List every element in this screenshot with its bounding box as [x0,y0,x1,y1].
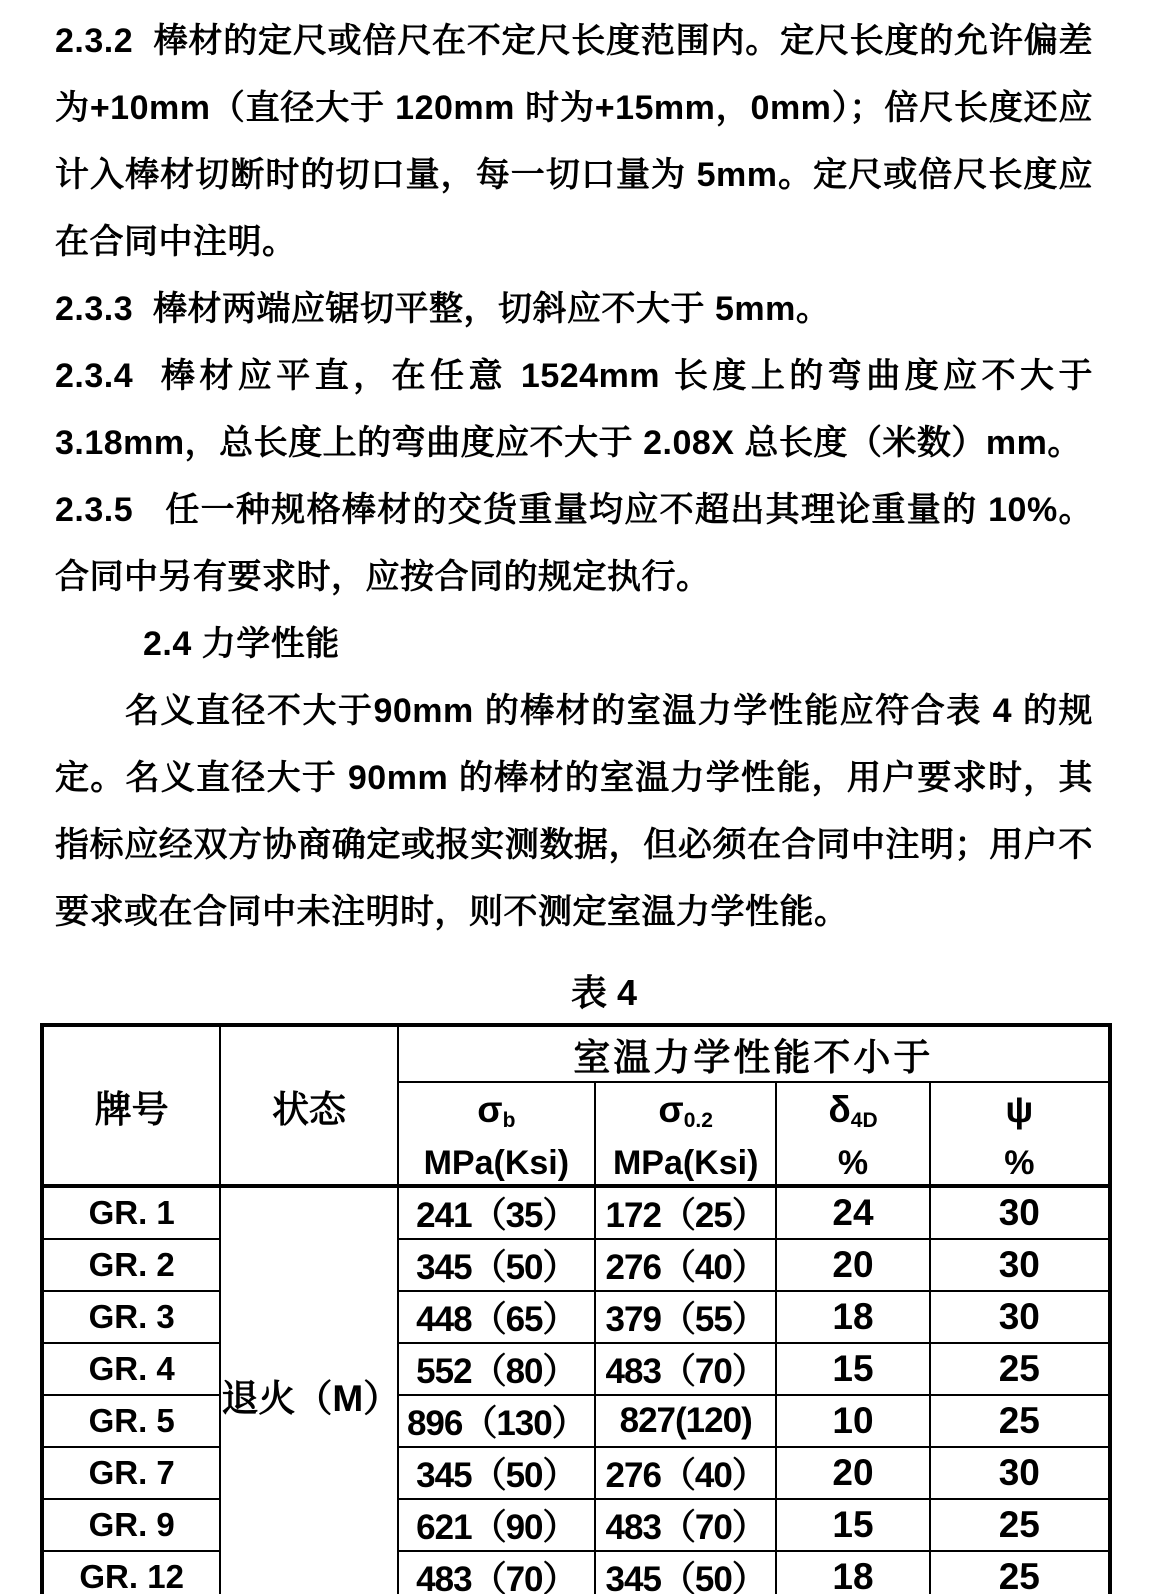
condition-cell: 退火（M） [220,1186,397,1594]
delta-symbol: δ [828,1089,851,1130]
col-header-grade: 牌号 [42,1025,220,1186]
sigma-b-unit: MPa(Ksi) [423,1144,570,1182]
col-subheader-delta-4d [776,1082,929,1186]
psi-cell: 30 [930,1186,1110,1239]
grade-cell: GR. 7 [42,1447,220,1499]
delta-4d-subscript: 4D [850,1109,878,1132]
sigma-b-symbol-line [399,1089,594,1142]
delta-4d-cell: 24 [776,1186,929,1239]
delta-4d-cell: 15 [776,1343,929,1395]
sigma-0-2-cell: 379（55） [595,1291,776,1343]
sigma-0-2-cell: 483（70） [595,1499,776,1551]
table-row [42,1343,1110,1395]
psi-cell: 30 [930,1447,1110,1499]
sigma-0-2-symbol-line [596,1089,775,1142]
table-row [42,1186,1110,1239]
table-row [42,1291,1110,1343]
sigma-symbol: σ [477,1089,503,1130]
col-subheader-sigma-b [398,1082,595,1186]
sigma-0-2-cell: 827(120) [595,1395,776,1447]
delta-4d-cell: 18 [776,1291,929,1343]
psi-unit: % [1004,1144,1035,1182]
sigma-0-2-cell: 276（40） [595,1447,776,1499]
grade-cell: GR. 4 [42,1343,220,1395]
paragraph-2-3-4: 2.3.4 棒材应平直，在任意 1524mm 长度上的弯曲度应不大于 3.18mm，总长度上的弯曲度应不大于 2.08X 总长度（米数）mm。 [55,357,1093,462]
col-header-properties: 室温力学性能不小于 [398,1025,1110,1082]
sigma-b-cell: 448（65） [398,1291,595,1343]
delta-4d-cell: 20 [776,1239,929,1291]
sigma-b-cell: 483（70） [398,1551,595,1594]
grade-cell: GR. 12 [42,1551,220,1594]
sigma-b-cell: 345（50） [398,1239,595,1291]
sigma-0-2-subscript: 0.2 [683,1109,713,1132]
delta-4d-cell: 18 [776,1551,929,1594]
psi-cell: 30 [930,1239,1110,1291]
grade-cell: GR. 5 [42,1395,220,1447]
sigma-b-subscript: b [502,1109,516,1132]
sigma-0-2-cell: 276（40） [595,1239,776,1291]
table-title: 表 4 [570,972,638,1013]
table-header-row-1 [42,1025,1110,1082]
sigma-b-cell: 896（130） [398,1395,595,1447]
sigma-0-2-cell: 483（70） [595,1343,776,1395]
grade-cell: GR. 1 [42,1186,220,1239]
grade-cell: GR. 2 [42,1239,220,1291]
col-subheader-psi [930,1082,1110,1186]
psi-cell: 30 [930,1291,1110,1343]
sigma-0-2-unit: MPa(Ksi) [612,1144,759,1182]
table-row [42,1499,1110,1551]
delta-4d-cell: 20 [776,1447,929,1499]
paragraph-2-3-2: 2.3.2 棒材的定尺或倍尺在不定尺长度范围内。定尺长度的允许偏差为+10mm（直径大于 120mm 时为+15mm，0mm）；倍尺长度还应计入棒材切断时的切口量，每一切口量为 5mm。定尺或倍尺长度应在合同中注明。 [55,22,1093,261]
psi-symbol: ψ [1005,1089,1034,1130]
psi-cell: 25 [930,1499,1110,1551]
col-subheader-sigma-0-2 [595,1082,776,1186]
psi-cell: 25 [930,1395,1110,1447]
paragraph-2-3-3: 2.3.3 棒材两端应锯切平整，切斜应不大于 5mm。 [55,290,831,328]
table-row [42,1447,1110,1499]
mechanical-properties-table [40,1023,1112,1594]
sigma-symbol: σ [658,1089,684,1130]
sigma-0-2-cell: 172（25） [595,1186,776,1239]
grade-cell: GR. 3 [42,1291,220,1343]
sigma-b-cell: 345（50） [398,1447,595,1499]
sigma-b-cell: 552（80） [398,1343,595,1395]
table-row [42,1239,1110,1291]
paragraph-2-3-5: 2.3.5 任一种规格棒材的交货重量均应不超出其理论重量的 10%。合同中另有要求时，应按合同的规定执行。 [55,491,1093,596]
delta-4d-unit: % [837,1144,869,1182]
table-row [42,1395,1110,1447]
section-heading-2-4: 2.4 力学性能 [143,625,340,663]
psi-symbol-line [931,1089,1108,1142]
psi-cell: 25 [930,1551,1110,1594]
paragraph-2-4-body: 名义直径不大于90mm 的棒材的室温力学性能应符合表 4 的规定。名义直径大于 90mm 的棒材的室温力学性能，用户要求时，其指标应经双方协商确定或报实测数据，但必须在合同中注明；用户不要求或在合同中未注明时，则不测定室温力学性能。 [55,692,1093,931]
delta-4d-cell: 10 [776,1395,929,1447]
delta-4d-cell: 15 [776,1499,929,1551]
sigma-0-2-cell: 345（50） [595,1551,776,1594]
sigma-b-cell: 241（35） [398,1186,595,1239]
sigma-b-cell: 621（90） [398,1499,595,1551]
table-row [42,1551,1110,1594]
delta-4d-symbol-line [777,1089,928,1142]
grade-cell: GR. 9 [42,1499,220,1551]
psi-cell: 25 [930,1343,1110,1395]
col-header-condition: 状态 [220,1025,397,1186]
